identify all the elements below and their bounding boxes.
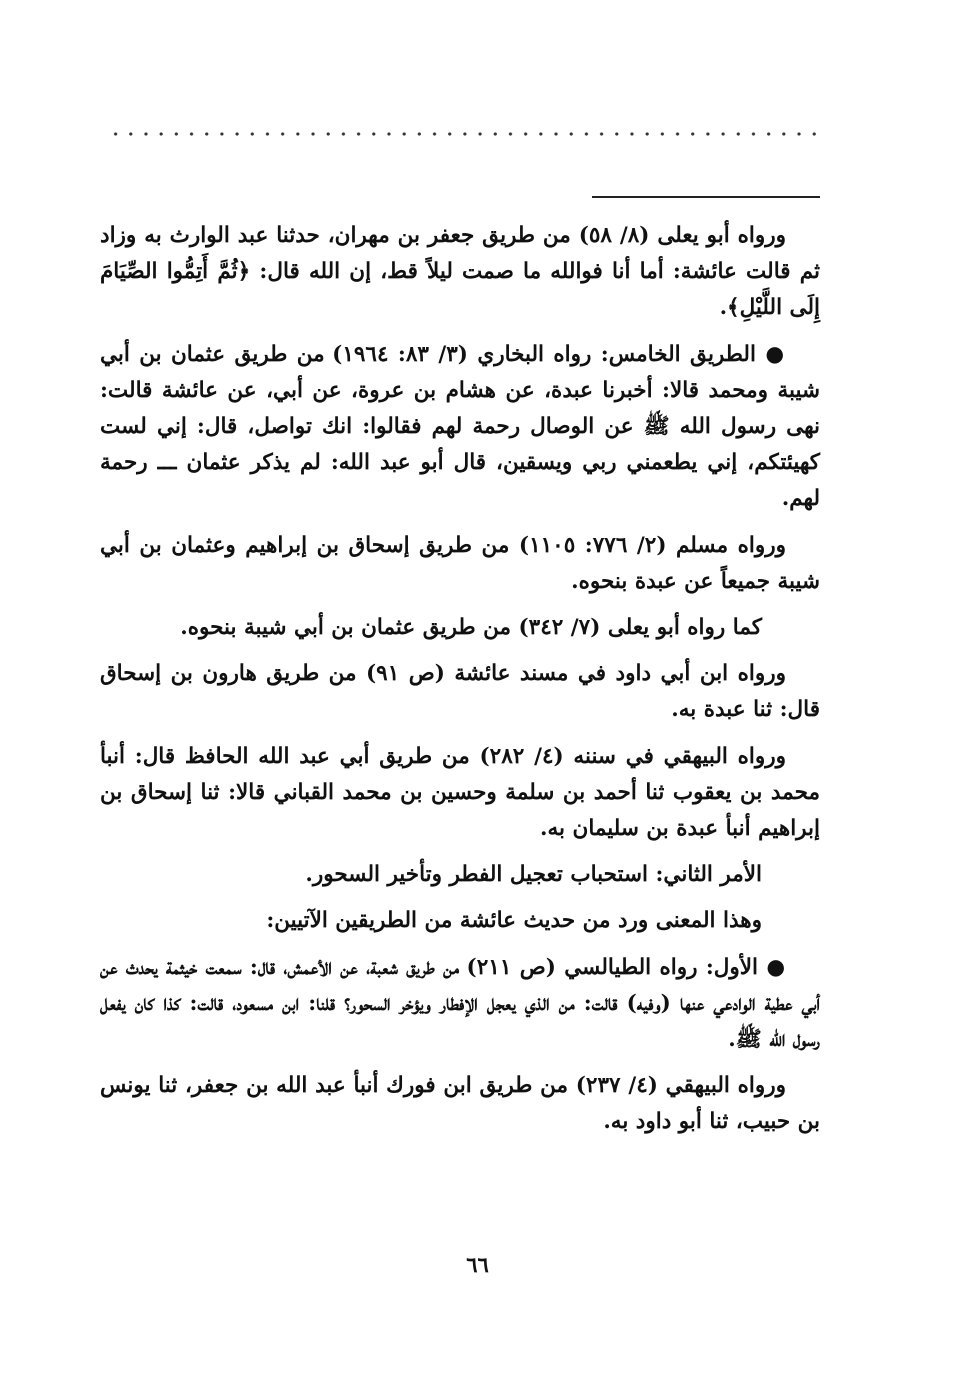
paragraph-bayhaqi-2: ورواه البيهقي (٤/ ٢٣٧) من طريق ابن فورك أنبأ عبد الله بن جعفر، ثنا يونس بن حبيب، ثنا أبو داود به. [100,1073,820,1135]
paragraph-muslim: ورواه مسلم (٢/ ٧٧٦: ١١٠٥) من طريق إسحاق بن إبراهيم وعثمان بن أبي شيبة جميعاً عن عبدة بنحوه. [100,532,820,594]
paragraph-two-routes-intro: وهذا المعنى ورد من حديث عائشة من الطريقين الآتيين: [266,908,762,934]
dotted-separator [108,132,820,136]
paragraph-abu-yala-2: كما رواه أبو يعلى (٧/ ٣٤٢) من طريق عثمان بن أبي شيبة بنحوه. [180,615,762,641]
paragraph-abu-yala: ورواه أبو يعلى (٨/ ٥٨) من طريق جعفر بن مهران، حدثنا عبد الوارث به وزاد ثم قالت عائشة: أما أنا فوالله ما صمت ليلاً قط، إن الله قال: ﴿ثُمَّ أَتِمُّوا الصِّيَامَ إِلَى اللَّيْلِ﴾. [100,223,821,321]
paragraph-bayhaqi: ورواه البيهقي في سننه (٤/ ٢٨٢) من طريق أبي عبد الله الحافظ قال: أنبأ محمد بن يعقوب ثنا أحمد بن سلمة وحسين بن محمد القباني قالا: ثنا إسحاق بن إبراهيم أنبأ عبدة بن سليمان به. [100,743,820,842]
page-body-text [100,218,820,1151]
footnote-rule [592,196,820,198]
page-number: ٦٦ [466,1252,489,1277]
paragraph-first-route: ● الأول: رواه الطيالسي (ص ٢١١) من طريق شعبة، عن الأعمش، قال: سمعت خيثمة يحدث عن أبي عطية الوادعي عنها (وفيه) قالت: من الذي يعجل الإفطار ويؤخر السحور؟ قلنا: ابن مسعود، قالت: كذا كان يفعل رسول الله ﷺ. [100,954,820,1053]
paragraph-second-matter: الأمر الثاني: استحباب تعجيل الفطر وتأخير السحور. [305,862,762,888]
paragraph-fifth-route: ● الطريق الخامس: رواه البخاري (٣/ ٨٣: ١٩٦٤) من طريق عثمان بن أبي شيبة ومحمد قالا: أخبرنا عبدة، عن هشام بن عروة، عن أبي، عن عائشة قالت: نهى رسول الله ﷺ عن الوصال رحمة لهم فقالوا: انك تواصل، قال: إني لست كهيئتكم، إني يطعمني ربي ويسقين، قال أبو عبد الله: لم يذكر عثمان ـــ رحمة لهم. [100,341,820,512]
paragraph-ibn-abi-dawud: ورواه ابن أبي داود في مسند عائشة (ص ٩١) من طريق هارون بن إسحاق قال: ثنا عبدة به. [100,661,820,723]
